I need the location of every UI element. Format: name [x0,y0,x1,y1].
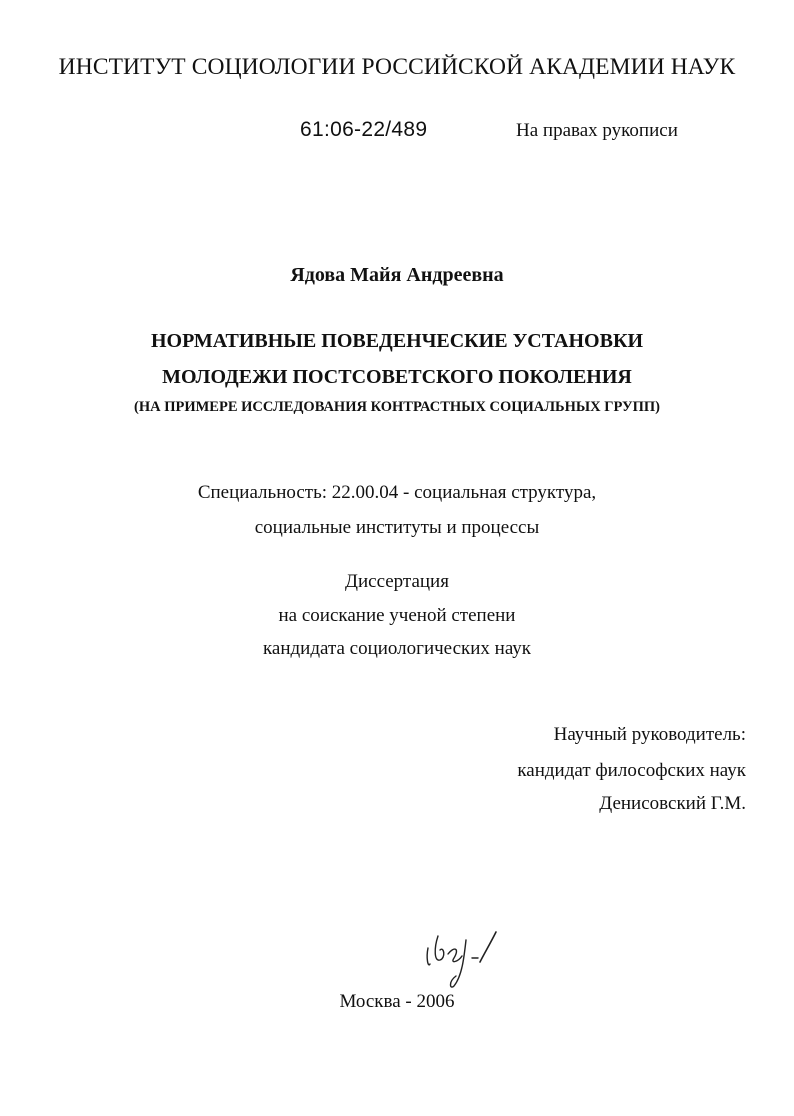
dissertation-line-3: кандидата социологических наук [262,638,532,659]
manuscript-note: На правах рукописи [516,120,678,141]
advisor-degree: кандидат философских наук [517,760,746,781]
dissertation-line-1: Диссертация [345,571,449,592]
author-name: Ядова Майя Андреевна [290,264,504,286]
catalog-code: 61:06-22/489 [300,118,428,141]
title-subtitle: (НА ПРИМЕРЕ ИССЛЕДОВАНИЯ КОНТРАСТНЫХ СОЦИАЛЬНЫХ ГРУПП) [133,399,661,415]
signature-mark [420,928,510,990]
specialty-line-2: социальные институты и процессы [254,517,540,538]
institute-name: ИНСТИТУТ СОЦИОЛОГИИ РОССИЙСКОЙ АКАДЕМИИ НАУК [58,54,736,80]
advisor-name: Денисовский Г.М. [599,793,746,814]
dissertation-line-2: на соискание ученой степени [278,605,516,626]
city-year: Москва - 2006 [339,991,455,1012]
title-line-2: МОЛОДЕЖИ ПОСТСОВЕТСКОГО ПОКОЛЕНИЯ [162,366,632,388]
specialty-line-1: Специальность: 22.00.04 - социальная структура, [197,482,597,503]
title-line-1: НОРМАТИВНЫЕ ПОВЕДЕНЧЕСКИЕ УСТАНОВКИ [150,330,643,352]
advisor-label: Научный руководитель: [553,724,746,745]
